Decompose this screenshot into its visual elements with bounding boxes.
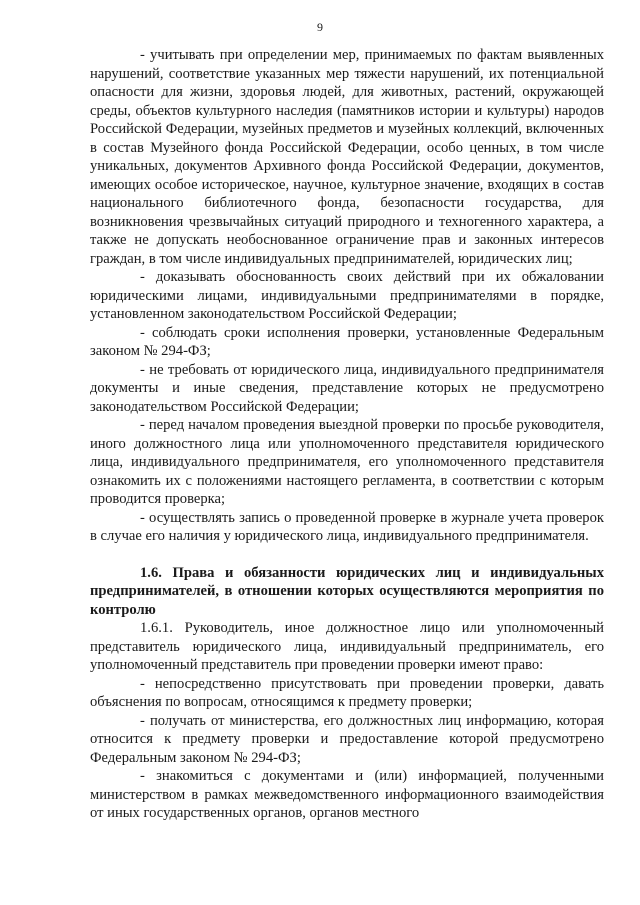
- paragraph: - непосредственно присутствовать при проведении проверки, давать объяснения по вопросам, относящимся к предмету проверки;: [90, 675, 604, 710]
- document-body: [90, 46, 604, 823]
- paragraph: - учитывать при определении мер, принимаемых по фактам выявленных нарушений, соответствие указанных мер тяжести нарушений, их потенциальной опасности для жизни, здоровья людей, для животных, растений, окружающей среды, объектов культурного наследия (памятников истории и культуры) народов Российской Федерации, музейных предметов и музейных коллекций, включенных в состав Музейного фонда Российской Федерации, особо ценных, в том числе уникальных, документов Архивного фонда Российской Федерации, документов, имеющих особое историческое, научное, культурное значение, входящих в состав национального библиотечного фонда, безопасности государства, для возникновения чрезвычайных ситуаций природного и техногенного характера, а также не допускать необоснованное ограничение прав и законных интересов граждан, в том числе индивидуальных предпринимателей, юридических лиц;: [90, 47, 604, 267]
- page-number: 9: [317, 20, 323, 34]
- paragraph: - знакомиться с документами и (или) информацией, полученными министерством в рамках межведомственного информационного взаимодействия от иных государственных органов, органов местного: [90, 768, 604, 821]
- paragraph: - не требовать от юридического лица, индивидуального предпринимателя документы и иные сведения, представление которых не предусмотрено законодательством Российской Федерации;: [90, 361, 604, 415]
- paragraph: - перед началом проведения выездной проверки по просьбе руководителя, иного должностного лица или уполномоченного представителя юридического лица, индивидуального предпринимателя, его уполномоченного представителя ознакомить их с положениями настоящего регламента, в соответствии с которым проводится проверка;: [90, 417, 604, 507]
- paragraph: 1.6.1. Руководитель, иное должностное лицо или уполномоченный представитель юридического лица, индивидуальный предприниматель, его уполномоченный представитель при проведении проверки имеют право:: [90, 620, 604, 673]
- paragraph: - соблюдать сроки исполнения проверки, установленные Федеральным законом № 294-ФЗ;: [90, 324, 604, 359]
- section-heading: 1.6. Права и обязанности юридических лиц и индивидуальных предпринимателей, в отношении которых осуществляются мероприятия по контролю: [90, 564, 604, 618]
- section-spacer: [90, 546, 604, 564]
- paragraph: - получать от министерства, его должностных лиц информацию, которая относится к предмету проверки и предоставление которой предусмотрено Федеральным законом № 294-ФЗ;: [90, 712, 604, 766]
- paragraph: - осуществлять запись о проведенной проверке в журнале учета проверок в случае его наличия у юридического лица, индивидуального предпринимателя.: [90, 509, 604, 544]
- paragraph: - доказывать обоснованность своих действий при их обжаловании юридическими лицами, индивидуальными предпринимателями в порядке, установленном законодательством Российской Федерации;: [90, 269, 604, 322]
